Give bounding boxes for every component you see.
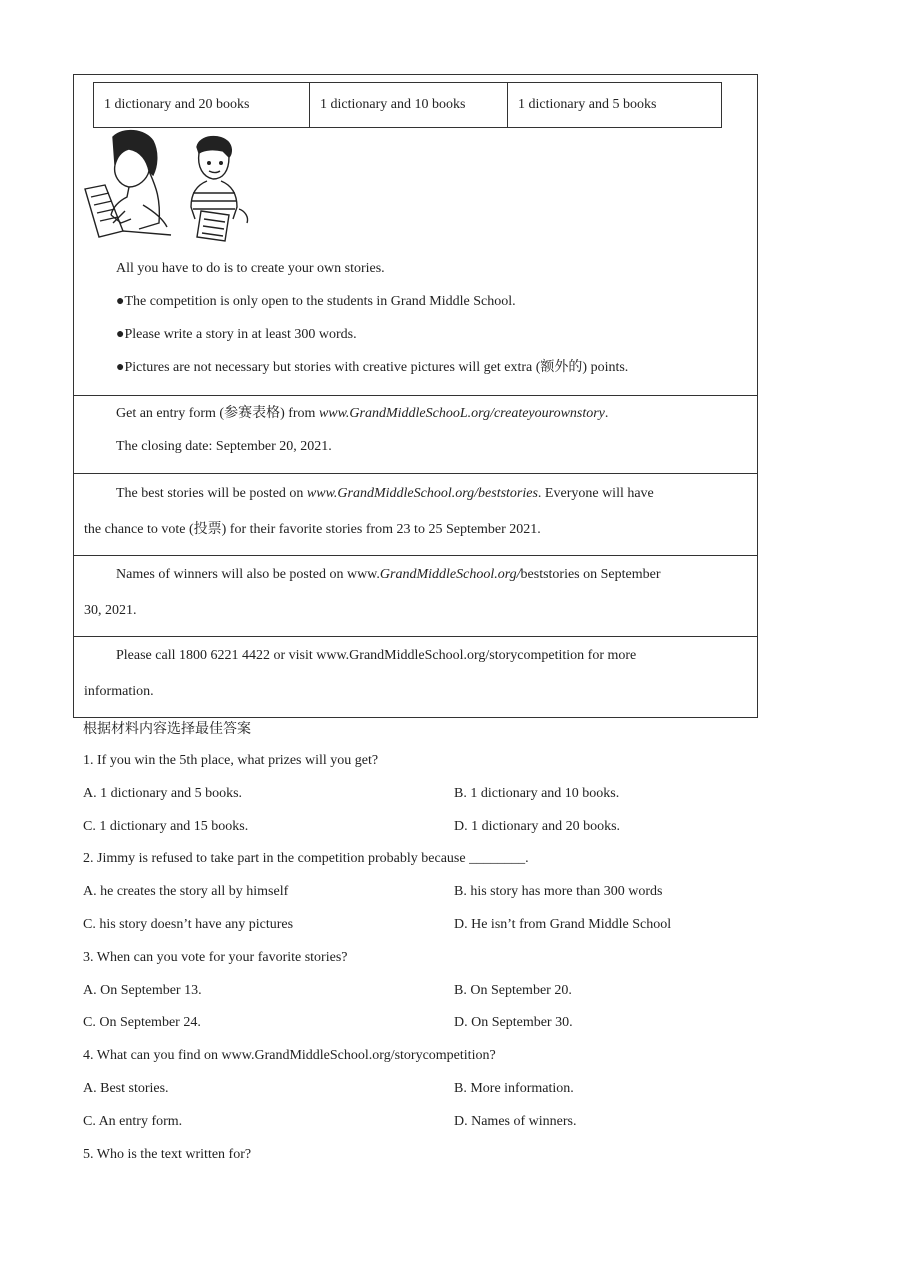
options-row	[83, 811, 843, 844]
entry-line	[84, 397, 747, 430]
call-line-1: Please call 1800 6221 4422 or visit www.GrandMiddleSchool.org/storycompetition for more	[116, 648, 637, 663]
options-row	[83, 1106, 843, 1139]
option-d: D. On September 30.	[454, 1015, 573, 1031]
students-illustration	[83, 127, 255, 243]
option-a: A. On September 13.	[83, 982, 202, 998]
winners-url: GrandMiddleSchool.org/	[379, 567, 521, 582]
call-line-2: information.	[84, 684, 154, 699]
option-a: A. 1 dictionary and 5 books.	[83, 785, 243, 801]
options-row	[83, 778, 843, 811]
best-url: www.GrandMiddleSchool.org/beststories	[306, 486, 538, 501]
competition-notice	[73, 74, 758, 718]
option-a: A. Best stories.	[83, 1080, 169, 1096]
prize-row	[94, 83, 722, 128]
option-b: B. More information.	[454, 1080, 574, 1096]
question-2: 2. Jimmy is refused to take part in the competition probably because ________.	[83, 851, 529, 867]
winners-line-2: 30, 2021.	[84, 603, 137, 618]
entry-url: www.GrandMiddleSchooL.org/createyourownstory	[318, 406, 605, 421]
rule-item: ●Please write a story in at least 300 words.	[116, 327, 357, 342]
entry-text: Get an entry form (参赛表格) from	[116, 406, 319, 421]
rules-intro: All you have to do is to create your own stories.	[116, 261, 385, 276]
prize-cell-1: 1 dictionary and 20 books	[94, 83, 310, 128]
option-b: B. his story has more than 300 words	[454, 884, 663, 900]
question-3: 3. When can you vote for your favorite stories?	[83, 949, 348, 965]
entry-end: .	[604, 406, 609, 421]
notice-prizes-and-rules	[74, 75, 757, 395]
best-pre: The best stories will be posted on	[116, 486, 307, 501]
notice-best-stories	[74, 473, 757, 555]
notice-winners	[74, 555, 757, 636]
best-line-1	[84, 476, 747, 512]
option-a: A. he creates the story all by himself	[83, 884, 289, 900]
section-instruction: 根据材料内容选择最佳答案	[83, 721, 251, 737]
options-row	[83, 1007, 843, 1040]
question-1: 1. If you win the 5th place, what prizes will you get?	[83, 753, 379, 768]
notice-contact	[74, 636, 757, 717]
options-row	[83, 909, 843, 942]
rule-item: ●Pictures are not necessary but stories with creative pictures will get extra (额外的) points.	[116, 360, 629, 375]
winners-line-1	[84, 557, 747, 593]
option-c: C. An entry form.	[83, 1113, 183, 1129]
rules-block	[84, 252, 628, 384]
option-d: D. He isn’t from Grand Middle School	[454, 916, 672, 932]
winners-post: beststories on September	[520, 567, 661, 582]
option-c: C. 1 dictionary and 15 books.	[83, 818, 249, 834]
option-b: B. 1 dictionary and 10 books.	[454, 785, 620, 801]
rule-item: ●The competition is only open to the students in Grand Middle School.	[116, 294, 516, 309]
options-row	[83, 876, 843, 909]
option-c: C. On September 24.	[83, 1015, 201, 1031]
best-line-2: the chance to vote (投票) for their favorite stories from 23 to 25 September 2021.	[84, 522, 541, 537]
options-row	[83, 975, 843, 1008]
question-4: 4. What can you find on www.GrandMiddleSchool.org/storycompetition?	[83, 1048, 496, 1064]
winners-pre: Names of winners will also be posted on www.	[116, 567, 380, 582]
best-post: . Everyone will have	[537, 486, 654, 501]
question-5: 5. Who is the text written for?	[83, 1146, 252, 1162]
option-c: C. his story doesn’t have any pictures	[83, 916, 294, 932]
option-d: D. Names of winners.	[454, 1113, 577, 1129]
prize-cell-3: 1 dictionary and 5 books	[508, 83, 722, 128]
closing-date: The closing date: September 20, 2021.	[116, 439, 332, 454]
option-b: B. On September 20.	[454, 982, 572, 998]
option-d: D. 1 dictionary and 20 books.	[454, 818, 621, 834]
prize-cell-2: 1 dictionary and 10 books	[310, 83, 508, 128]
notice-entry-form	[74, 395, 757, 473]
question-list	[83, 745, 843, 1171]
prize-table	[93, 82, 722, 128]
options-row	[83, 1073, 843, 1106]
